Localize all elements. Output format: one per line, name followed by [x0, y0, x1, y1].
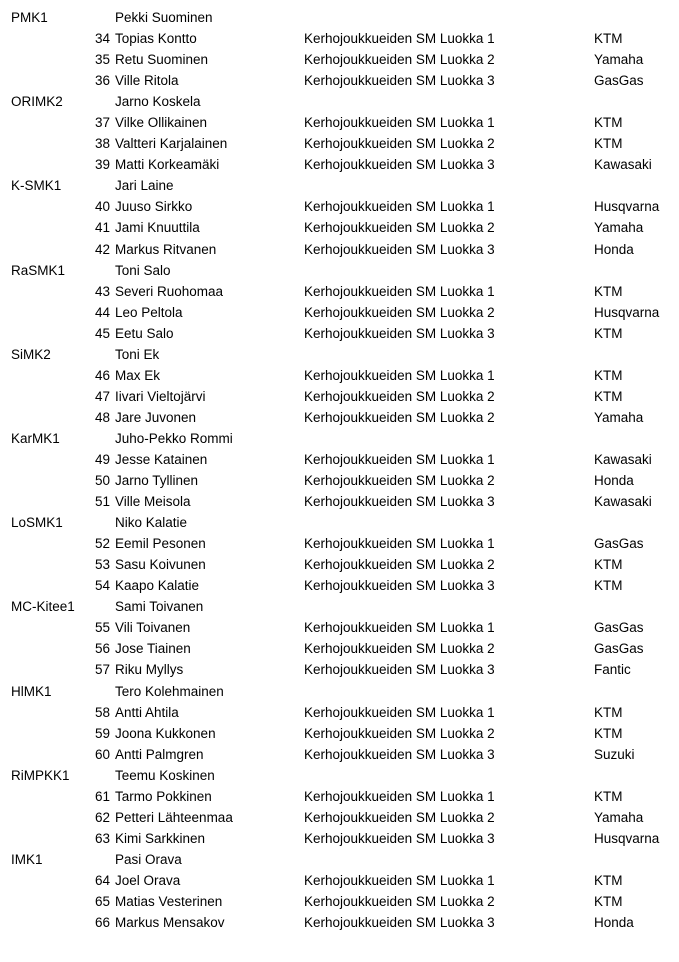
rider-number: 62: [94, 809, 110, 825]
team-header-row: [0, 344, 679, 365]
rider-name: Ville Ritola: [115, 73, 179, 89]
team-leader: Sami Toivanen: [115, 599, 204, 615]
rider-class: Kerhojoukkueiden SM Luokka 1: [304, 872, 495, 888]
rider-row: [0, 870, 679, 891]
rider-name: Juuso Sirkko: [115, 199, 193, 215]
rider-number: 49: [94, 451, 110, 467]
team-leader: Toni Ek: [115, 346, 160, 362]
team-leader: Toni Salo: [115, 262, 171, 278]
rider-row: [0, 491, 679, 512]
rider-row: [0, 912, 679, 933]
rider-row: [0, 217, 679, 238]
rider-brand: KTM: [594, 136, 623, 152]
rider-brand: GasGas: [594, 641, 644, 657]
club-name: RaSMK1: [11, 262, 66, 278]
rider-number: 45: [94, 325, 110, 341]
team-header-row: [0, 596, 679, 617]
rider-brand: KTM: [594, 704, 623, 720]
rider-name: Kaapo Kalatie: [115, 578, 200, 594]
rider-brand: KTM: [594, 283, 623, 299]
rider-brand: Kawasaki: [594, 157, 652, 173]
team-header-row: [0, 512, 679, 533]
rider-row: [0, 365, 679, 386]
rider-name: Jose Tiainen: [115, 641, 191, 657]
rider-class: Kerhojoukkueiden SM Luokka 2: [304, 409, 495, 425]
rider-class: Kerhojoukkueiden SM Luokka 1: [304, 536, 495, 552]
rider-brand: Honda: [594, 241, 634, 257]
rider-class: Kerhojoukkueiden SM Luokka 3: [304, 830, 495, 846]
rider-row: [0, 49, 679, 70]
rider-number: 46: [94, 367, 110, 383]
rider-brand: Suzuki: [594, 746, 635, 762]
rider-brand: Yamaha: [594, 52, 644, 68]
rider-row: [0, 744, 679, 765]
rider-number: 47: [94, 388, 110, 404]
rider-class: Kerhojoukkueiden SM Luokka 1: [304, 283, 495, 299]
rider-row: [0, 617, 679, 638]
rider-name: Jarno Tyllinen: [115, 473, 199, 489]
club-name: KarMK1: [11, 430, 60, 446]
rider-class: Kerhojoukkueiden SM Luokka 1: [304, 788, 495, 804]
rider-class: Kerhojoukkueiden SM Luokka 1: [304, 115, 495, 131]
rider-name: Joel Orava: [115, 872, 181, 888]
rider-number: 41: [94, 220, 110, 236]
rider-brand: Kawasaki: [594, 451, 652, 467]
club-name: HlMK1: [11, 683, 52, 699]
rider-name: Markus Ritvanen: [115, 241, 217, 257]
rider-class: Kerhojoukkueiden SM Luokka 1: [304, 704, 495, 720]
rider-name: Ville Meisola: [115, 494, 191, 510]
rider-row: [0, 239, 679, 260]
rider-name: Kimi Sarkkinen: [115, 830, 206, 846]
rider-brand: KTM: [594, 367, 623, 383]
rider-brand: Fantic: [594, 662, 631, 678]
rider-brand: KTM: [594, 388, 623, 404]
rider-brand: KTM: [594, 893, 623, 909]
rider-class: Kerhojoukkueiden SM Luokka 2: [304, 893, 495, 909]
rider-number: 48: [94, 409, 110, 425]
rider-class: Kerhojoukkueiden SM Luokka 3: [304, 746, 495, 762]
club-name: SiMK2: [11, 346, 51, 362]
rider-class: Kerhojoukkueiden SM Luokka 2: [304, 557, 495, 573]
team-leader: Jari Laine: [115, 178, 174, 194]
rider-name: Antti Ahtila: [115, 704, 179, 720]
team-header-row: [0, 681, 679, 702]
rider-row: [0, 828, 679, 849]
rider-brand: KTM: [594, 872, 623, 888]
rider-class: Kerhojoukkueiden SM Luokka 2: [304, 136, 495, 152]
team-roster-table: [0, 7, 679, 933]
rider-class: Kerhojoukkueiden SM Luokka 3: [304, 915, 495, 931]
rider-class: Kerhojoukkueiden SM Luokka 3: [304, 662, 495, 678]
rider-class: Kerhojoukkueiden SM Luokka 2: [304, 641, 495, 657]
rider-number: 40: [94, 199, 110, 215]
rider-number: 59: [94, 725, 110, 741]
rider-name: Max Ek: [115, 367, 161, 383]
rider-row: [0, 302, 679, 323]
team-header-row: [0, 91, 679, 112]
rider-brand: Husqvarna: [594, 304, 660, 320]
rider-number: 61: [94, 788, 110, 804]
rider-number: 42: [94, 241, 110, 257]
rider-number: 66: [94, 915, 110, 931]
rider-name: Eemil Pesonen: [115, 536, 206, 552]
rider-brand: Honda: [594, 915, 634, 931]
rider-class: Kerhojoukkueiden SM Luokka 2: [304, 725, 495, 741]
rider-class: Kerhojoukkueiden SM Luokka 3: [304, 578, 495, 594]
rider-row: [0, 386, 679, 407]
rider-number: 34: [94, 31, 110, 47]
team-leader: Tero Kolehmainen: [115, 683, 224, 699]
rider-class: Kerhojoukkueiden SM Luokka 1: [304, 367, 495, 383]
rider-row: [0, 281, 679, 302]
rider-class: Kerhojoukkueiden SM Luokka 1: [304, 31, 495, 47]
rider-name: Jare Juvonen: [115, 409, 197, 425]
rider-number: 54: [94, 578, 110, 594]
rider-number: 55: [94, 620, 110, 636]
rider-row: [0, 575, 679, 596]
rider-row: [0, 196, 679, 217]
rider-brand: Husqvarna: [594, 830, 660, 846]
rider-row: [0, 449, 679, 470]
rider-class: Kerhojoukkueiden SM Luokka 2: [304, 304, 495, 320]
rider-name: Leo Peltola: [115, 304, 183, 320]
rider-brand: KTM: [594, 557, 623, 573]
team-header-row: [0, 260, 679, 281]
rider-name: Petteri Lähteenmaa: [115, 809, 233, 825]
rider-number: 43: [94, 283, 110, 299]
rider-brand: KTM: [594, 578, 623, 594]
rider-class: Kerhojoukkueiden SM Luokka 2: [304, 473, 495, 489]
rider-class: Kerhojoukkueiden SM Luokka 1: [304, 199, 495, 215]
rider-name: Antti Palmgren: [115, 746, 204, 762]
rider-brand: Yamaha: [594, 409, 644, 425]
rider-class: Kerhojoukkueiden SM Luokka 3: [304, 157, 495, 173]
club-name: LoSMK1: [11, 515, 63, 531]
rider-brand: Husqvarna: [594, 199, 660, 215]
rider-number: 65: [94, 893, 110, 909]
rider-name: Iivari Vieltojärvi: [115, 388, 206, 404]
rider-brand: Kawasaki: [594, 494, 652, 510]
rider-number: 44: [94, 304, 110, 320]
rider-row: [0, 891, 679, 912]
rider-class: Kerhojoukkueiden SM Luokka 2: [304, 220, 495, 236]
rider-row: [0, 112, 679, 133]
rider-class: Kerhojoukkueiden SM Luokka 1: [304, 620, 495, 636]
rider-number: 38: [94, 136, 110, 152]
rider-brand: KTM: [594, 725, 623, 741]
rider-name: Matti Korkeamäki: [115, 157, 220, 173]
rider-name: Vilke Ollikainen: [115, 115, 208, 131]
rider-class: Kerhojoukkueiden SM Luokka 3: [304, 325, 495, 341]
rider-name: Vili Toivanen: [115, 620, 191, 636]
rider-row: [0, 28, 679, 49]
rider-number: 57: [94, 662, 110, 678]
rider-row: [0, 786, 679, 807]
rider-class: Kerhojoukkueiden SM Luokka 2: [304, 52, 495, 68]
rider-number: 64: [94, 872, 110, 888]
rider-brand: GasGas: [594, 536, 644, 552]
team-header-row: [0, 175, 679, 196]
rider-row: [0, 533, 679, 554]
team-header-row: [0, 849, 679, 870]
team-header-row: [0, 428, 679, 449]
rider-name: Sasu Koivunen: [115, 557, 206, 573]
rider-number: 56: [94, 641, 110, 657]
rider-name: Matias Vesterinen: [115, 893, 223, 909]
rider-brand: Yamaha: [594, 220, 644, 236]
team-leader: Pasi Orava: [115, 851, 182, 867]
team-leader: Teemu Koskinen: [115, 767, 215, 783]
rider-number: 35: [94, 52, 110, 68]
rider-number: 52: [94, 536, 110, 552]
team-leader: Jarno Koskela: [115, 94, 201, 110]
rider-name: Jami Knuuttila: [115, 220, 200, 236]
rider-number: 63: [94, 830, 110, 846]
rider-row: [0, 154, 679, 175]
club-name: RiMPKK1: [11, 767, 70, 783]
rider-row: [0, 133, 679, 154]
rider-class: Kerhojoukkueiden SM Luokka 3: [304, 241, 495, 257]
rider-brand: KTM: [594, 115, 623, 131]
club-name: ORIMK2: [11, 94, 63, 110]
rider-name: Joona Kukkonen: [115, 725, 216, 741]
rider-name: Jesse Katainen: [115, 451, 208, 467]
rider-number: 53: [94, 557, 110, 573]
rider-number: 36: [94, 73, 110, 89]
rider-brand: KTM: [594, 325, 623, 341]
rider-row: [0, 70, 679, 91]
rider-name: Topias Kontto: [115, 31, 197, 47]
rider-name: Valtteri Karjalainen: [115, 136, 228, 152]
rider-name: Riku Myllys: [115, 662, 184, 678]
club-name: PMK1: [11, 10, 48, 25]
team-header-row: [0, 7, 679, 28]
club-name: IMK1: [11, 851, 43, 867]
team-leader: Juho-Pekko Rommi: [115, 430, 233, 446]
rider-name: Retu Suominen: [115, 52, 209, 68]
rider-class: Kerhojoukkueiden SM Luokka 3: [304, 494, 495, 510]
club-name: K-SMK1: [11, 178, 62, 194]
rider-number: 50: [94, 473, 110, 489]
rider-number: 37: [94, 115, 110, 131]
team-leader: Niko Kalatie: [115, 515, 188, 531]
rider-name: Markus Mensakov: [115, 915, 225, 931]
rider-number: 58: [94, 704, 110, 720]
rider-row: [0, 470, 679, 491]
rider-number: 51: [94, 494, 110, 510]
rider-brand: KTM: [594, 788, 623, 804]
rider-name: Severi Ruohomaa: [115, 283, 224, 299]
rider-class: Kerhojoukkueiden SM Luokka 2: [304, 388, 495, 404]
rider-number: 39: [94, 157, 110, 173]
rider-brand: Honda: [594, 473, 634, 489]
rider-brand: Yamaha: [594, 809, 644, 825]
rider-name: Eetu Salo: [115, 325, 174, 341]
team-leader: Pekki Suominen: [115, 10, 213, 25]
rider-class: Kerhojoukkueiden SM Luokka 2: [304, 809, 495, 825]
rider-brand: GasGas: [594, 73, 644, 89]
rider-class: Kerhojoukkueiden SM Luokka 3: [304, 73, 495, 89]
rider-name: Tarmo Pokkinen: [115, 788, 212, 804]
rider-brand: GasGas: [594, 620, 644, 636]
rider-number: 60: [94, 746, 110, 762]
rider-row: [0, 723, 679, 744]
rider-row: [0, 659, 679, 680]
rider-class: Kerhojoukkueiden SM Luokka 1: [304, 451, 495, 467]
rider-row: [0, 702, 679, 723]
rider-row: [0, 407, 679, 428]
rider-row: [0, 807, 679, 828]
rider-row: [0, 323, 679, 344]
rider-brand: KTM: [594, 31, 623, 47]
rider-row: [0, 554, 679, 575]
team-header-row: [0, 765, 679, 786]
rider-row: [0, 638, 679, 659]
club-name: MC-Kitee1: [11, 599, 75, 615]
